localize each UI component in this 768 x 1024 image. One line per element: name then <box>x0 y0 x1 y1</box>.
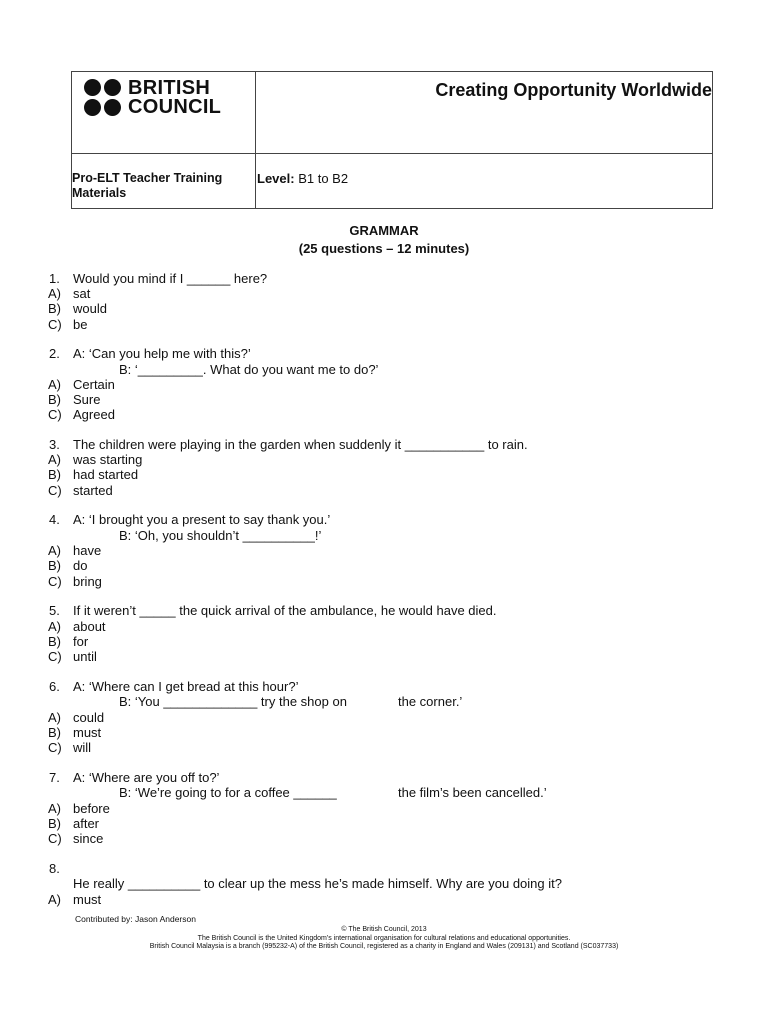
question-number: 8. <box>49 861 60 876</box>
option-text: before <box>73 801 110 816</box>
level-label: Level: <box>257 171 295 186</box>
option-text: had started <box>73 467 139 482</box>
option-letter: A) <box>48 377 61 392</box>
logo-text-line1: BRITISH <box>128 77 211 99</box>
option-text: Sure <box>73 392 101 407</box>
question-text: A: ‘Can you help me with this?’ <box>73 346 251 361</box>
level-cell <box>257 171 348 186</box>
option-letter: A) <box>48 452 61 467</box>
header-divider-vertical <box>255 72 256 208</box>
page-subtitle: (25 questions – 12 minutes) <box>298 241 470 256</box>
option-text: was starting <box>73 452 143 467</box>
option-letter: B) <box>48 816 61 831</box>
question-number: 2. <box>49 346 60 361</box>
option-text: be <box>73 317 88 332</box>
option-letter: B) <box>48 301 61 316</box>
option-text: would <box>73 301 107 316</box>
option-letter: B) <box>48 725 61 740</box>
option-letter: A) <box>48 543 61 558</box>
option-letter: C) <box>48 649 62 664</box>
question-number: 6. <box>49 679 60 694</box>
option-text: Certain <box>73 377 115 392</box>
option-letter: A) <box>48 710 61 725</box>
materials-cell <box>72 171 252 201</box>
header-divider-horizontal <box>72 153 712 154</box>
question-7-reply: B: ‘We’re going to for a coffee ______ <box>119 785 337 800</box>
option-letter: B) <box>48 634 61 649</box>
option-letter: A) <box>48 286 61 301</box>
option-text: bring <box>73 574 102 589</box>
question-7-reply-end: the film’s been cancelled.’ <box>398 785 547 800</box>
level-value: B1 to B2 <box>294 171 349 186</box>
option-text: since <box>73 831 104 846</box>
header-table <box>71 71 713 209</box>
copyright-line: © The British Council, 2013 <box>341 926 427 933</box>
materials-line1: Pro-ELT Teacher Training <box>72 171 223 185</box>
option-text: have <box>73 543 102 558</box>
option-letter: A) <box>48 892 61 907</box>
logo-dots-icon <box>84 79 122 117</box>
option-letter: B) <box>48 392 61 407</box>
question-number: 3. <box>49 437 60 452</box>
option-text: for <box>73 634 89 649</box>
contributor-credit: Contributed by: Jason Anderson <box>75 914 196 924</box>
question-text: A: ‘Where are you off to?’ <box>73 770 220 785</box>
option-text: after <box>73 816 100 831</box>
question-text: A: ‘Where can I get bread at this hour?’ <box>73 679 299 694</box>
option-letter: C) <box>48 407 62 422</box>
question-6-reply-end: the corner.’ <box>398 694 463 709</box>
page-title: GRAMMAR <box>349 223 419 238</box>
question-6-reply: B: ‘You _____________ try the shop on <box>119 694 347 709</box>
option-text: Agreed <box>73 407 115 422</box>
option-text: about <box>73 619 106 634</box>
option-text: must <box>73 892 102 907</box>
question-number: 1. <box>49 271 60 286</box>
materials-line2: Materials <box>72 186 127 200</box>
tagline: Creating Opportunity Worldwide <box>435 80 712 100</box>
question-number: 5. <box>49 603 60 618</box>
option-letter: B) <box>48 467 61 482</box>
option-text: could <box>73 710 105 725</box>
question-text: The children were playing in the garden when suddenly it ___________ to rain. <box>73 437 528 452</box>
option-text: do <box>73 558 88 573</box>
option-letter: C) <box>48 831 62 846</box>
option-text: will <box>73 740 92 755</box>
logo-text-line2: COUNCIL <box>128 96 222 118</box>
question-text: If it weren’t _____ the quick arrival of the ambulance, he would have died. <box>73 603 497 618</box>
question-8-text: He really __________ to clear up the mess he’s made himself. Why are you doing it? <box>73 876 562 891</box>
option-letter: C) <box>48 483 62 498</box>
option-text: must <box>73 725 102 740</box>
option-text: started <box>73 483 113 498</box>
question-number: 7. <box>49 770 60 785</box>
option-letter: C) <box>48 317 62 332</box>
option-letter: A) <box>48 801 61 816</box>
question-number: 4. <box>49 512 60 527</box>
british-council-logo <box>84 79 221 117</box>
footer-line-2: The British Council is the United Kingdom’s international organisation for cultural relations and educational opportunities. <box>197 935 571 942</box>
option-letter: C) <box>48 740 62 755</box>
option-letter: C) <box>48 574 62 589</box>
footer-line-3: British Council Malaysia is a branch (995232-A) of the British Council, registered as a charity in England and Wales (209131) and Scotland (SC037733) <box>149 943 619 950</box>
question-2-reply: B: ‘_________. What do you want me to do?’ <box>119 362 379 377</box>
question-text: Would you mind if I ______ here? <box>73 271 268 286</box>
option-text: sat <box>73 286 91 301</box>
question-text: A: ‘I brought you a present to say thank you.’ <box>73 512 331 527</box>
option-text: until <box>73 649 97 664</box>
option-letter: A) <box>48 619 61 634</box>
option-letter: B) <box>48 558 61 573</box>
question-4-reply: B: ‘Oh, you shouldn’t __________!’ <box>119 528 322 543</box>
